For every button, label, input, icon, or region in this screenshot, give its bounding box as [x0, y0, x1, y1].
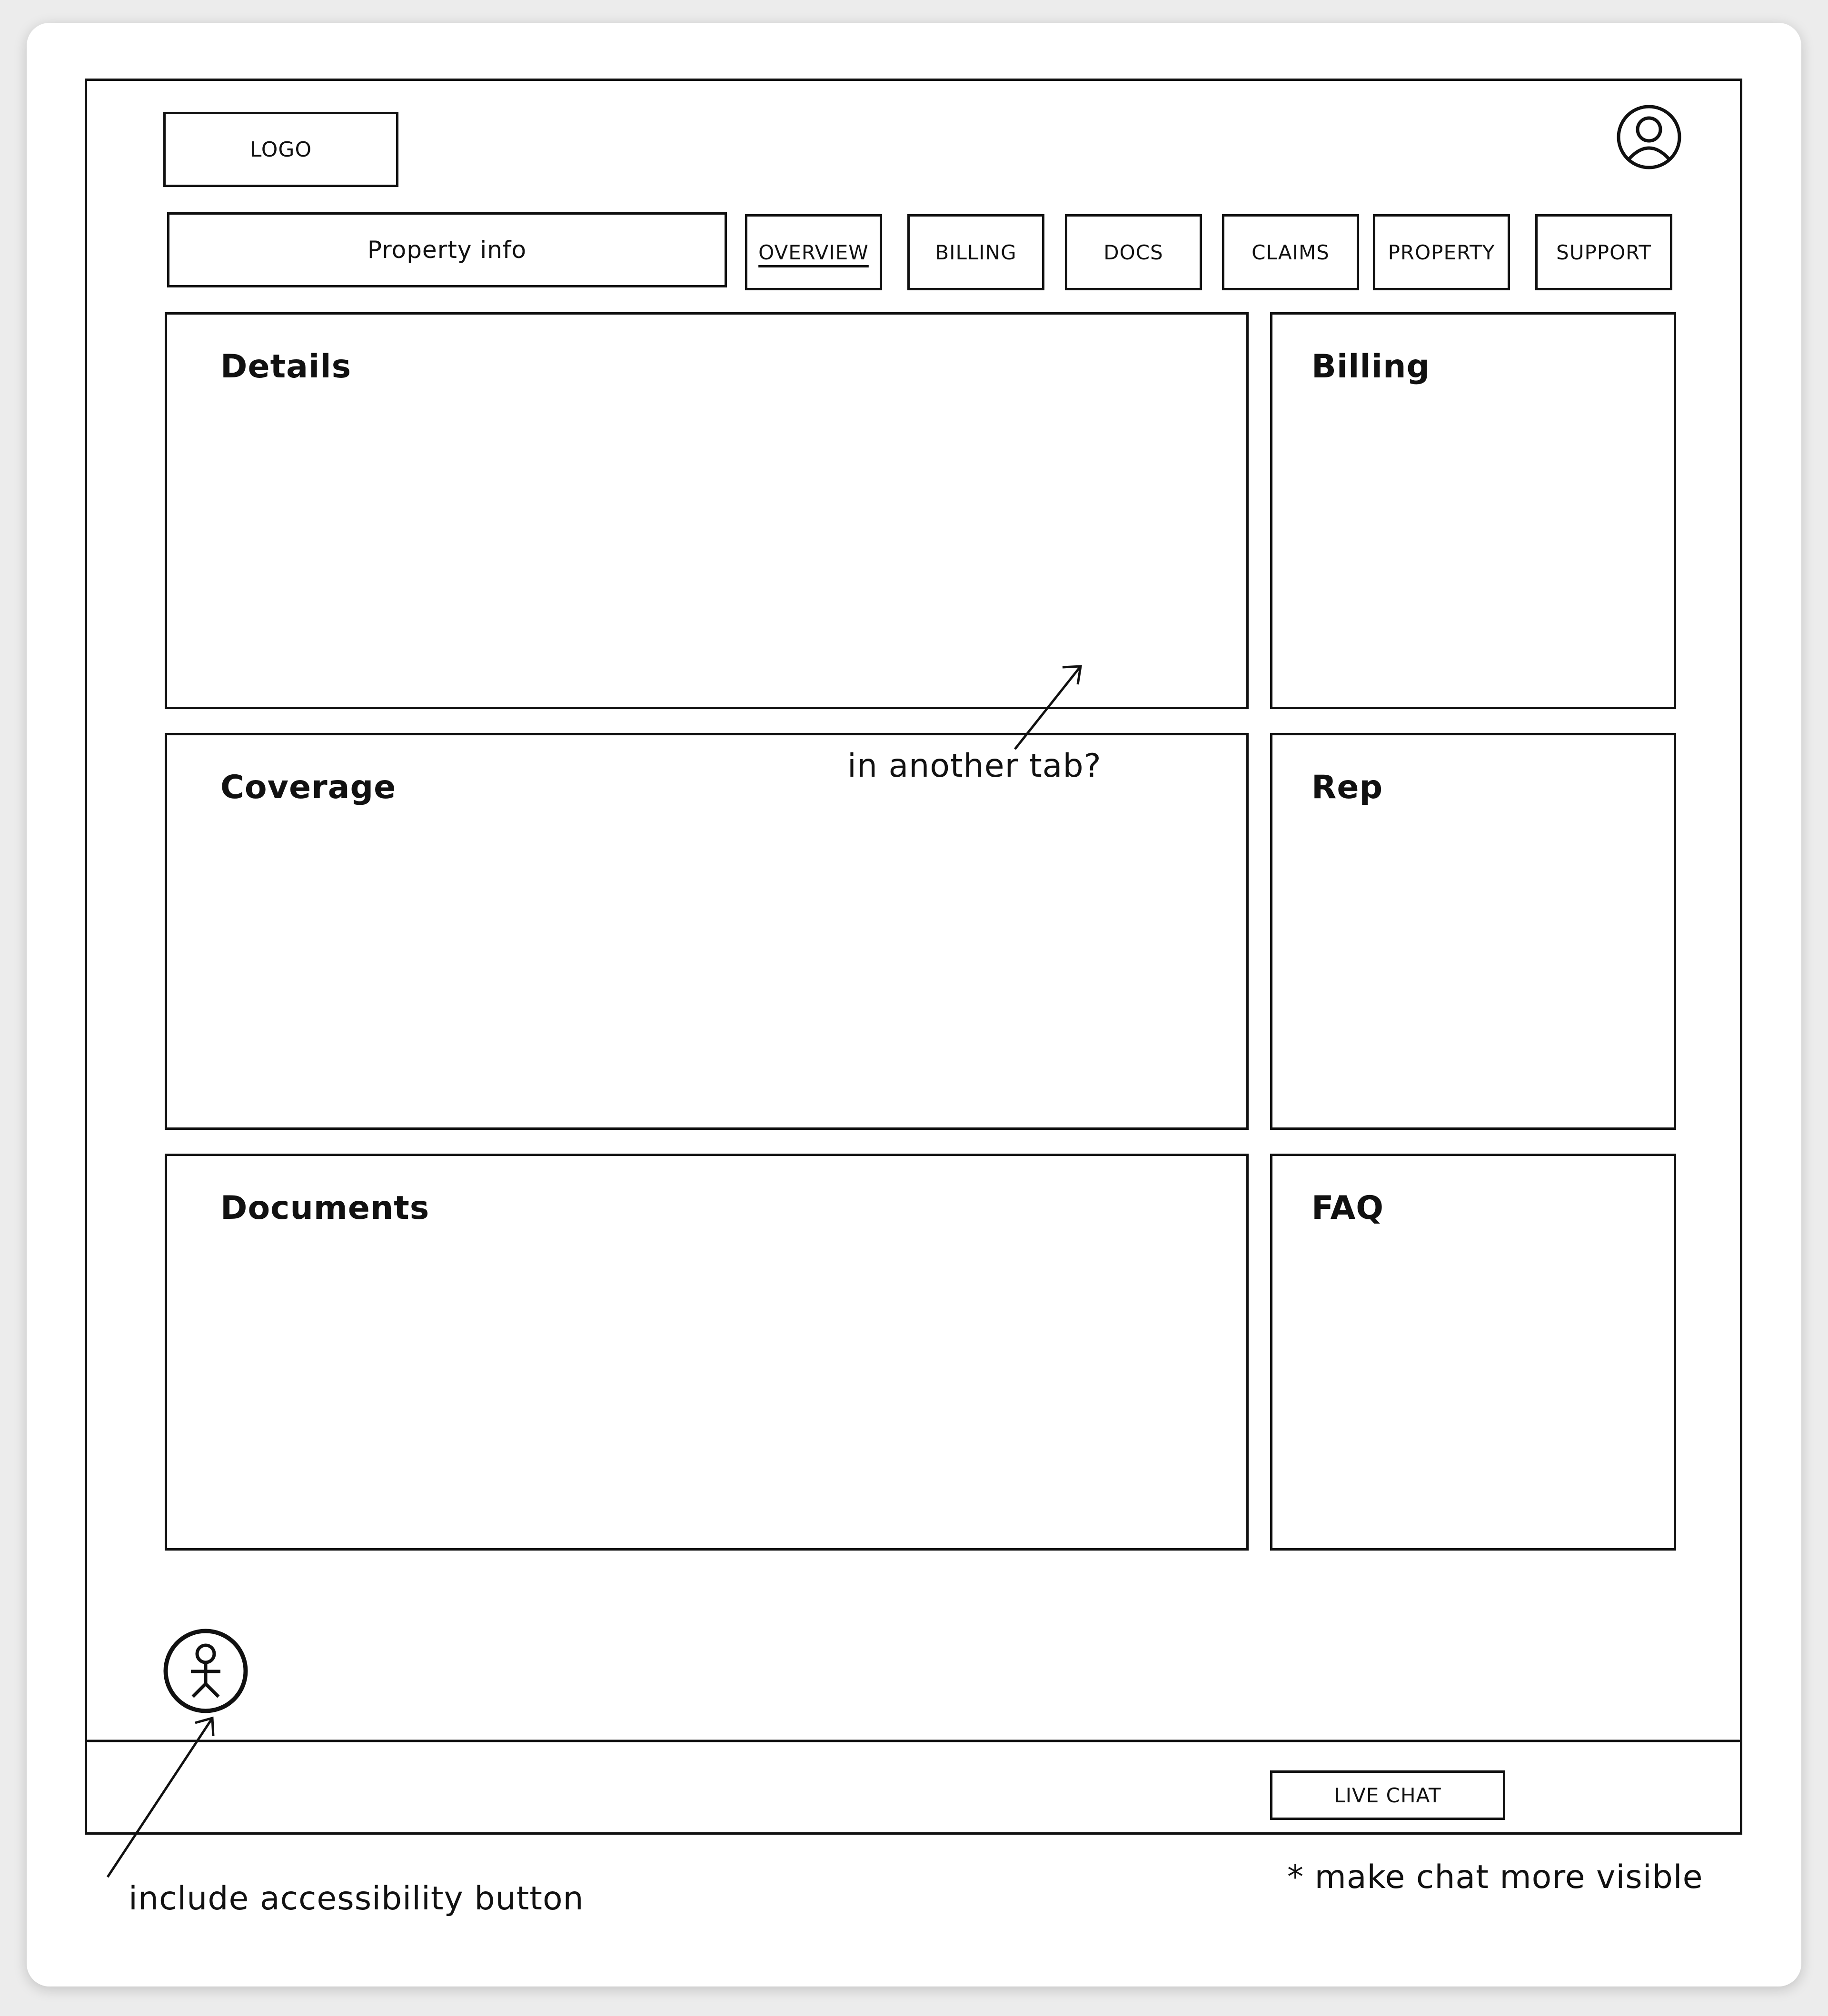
tab-docs[interactable]: [1065, 214, 1202, 290]
details-panel: [165, 312, 1249, 709]
rep-panel: [1270, 733, 1676, 1130]
logo[interactable]: [163, 112, 398, 187]
live-chat-label: LIVE CHAT: [1334, 1783, 1441, 1807]
tab-billing-label: BILLING: [935, 240, 1017, 264]
billing-panel: [1270, 312, 1676, 709]
coverage-panel: [165, 733, 1249, 1130]
coverage-title: Coverage: [220, 769, 397, 806]
billing-title: Billing: [1311, 348, 1431, 385]
tab-claims-label: CLAIMS: [1252, 240, 1330, 264]
tab-support-label: SUPPORT: [1556, 240, 1651, 264]
tab-support[interactable]: [1535, 214, 1672, 290]
tab-billing[interactable]: [907, 214, 1044, 290]
live-chat-button[interactable]: [1270, 1770, 1505, 1820]
logo-label: LOGO: [249, 137, 312, 162]
tab-docs-label: DOCS: [1103, 240, 1163, 264]
tab-property[interactable]: [1373, 214, 1510, 290]
accessibility-person-icon[interactable]: [162, 1628, 249, 1714]
tab-claims[interactable]: [1222, 214, 1359, 290]
note-accessibility: include accessibility button: [129, 1880, 584, 1917]
documents-panel: [165, 1154, 1249, 1551]
rep-title: Rep: [1311, 769, 1383, 806]
faq-title: FAQ: [1311, 1189, 1384, 1227]
note-chat-visible: * make chat more visible: [1287, 1858, 1703, 1896]
property-info-label: Property info: [367, 236, 527, 264]
tab-overview-label: OVERVIEW: [758, 240, 869, 264]
faq-panel: [1270, 1154, 1676, 1551]
documents-title: Documents: [220, 1189, 430, 1227]
user-circle-icon[interactable]: [1616, 104, 1682, 170]
tab-property-label: PROPERTY: [1388, 240, 1495, 264]
details-title: Details: [220, 348, 352, 385]
note-another-tab: in another tab?: [847, 747, 1102, 785]
property-info-field[interactable]: [167, 212, 727, 287]
tab-overview[interactable]: [745, 214, 882, 290]
